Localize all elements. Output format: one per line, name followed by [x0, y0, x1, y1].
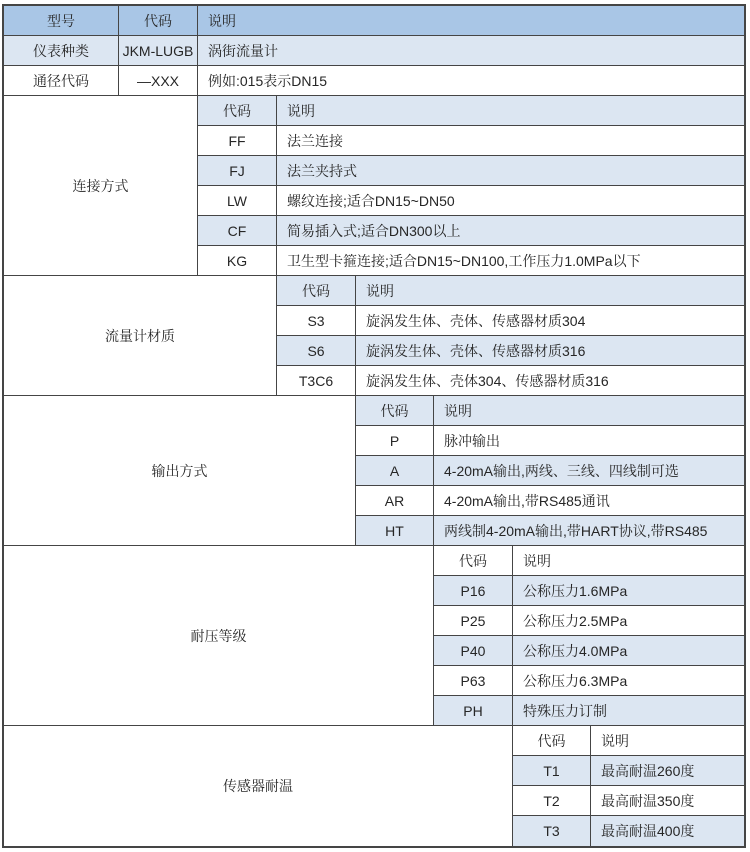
code-cell: HT — [356, 516, 434, 546]
code-cell: T2 — [513, 786, 591, 816]
sub-header-code: 代码 — [513, 726, 591, 756]
spec-table — [2, 4, 746, 848]
section-label-pressure: 耐压等级 — [4, 546, 434, 726]
code-cell: A — [356, 456, 434, 486]
code-cell: KG — [198, 246, 277, 276]
code-cell: JKM-LUGB — [119, 36, 198, 66]
desc-cell: 两线制4-20mA输出,带HART协议,带RS485 — [434, 516, 744, 546]
desc-cell: 4-20mA输出,两线、三线、四线制可选 — [434, 456, 744, 486]
desc-cell: 公称压力4.0MPa — [513, 636, 744, 666]
code-cell: LW — [198, 186, 277, 216]
code-cell: FF — [198, 126, 277, 156]
desc-cell: 简易插入式;适合DN300以上 — [277, 216, 744, 246]
desc-cell: 涡街流量计 — [198, 36, 744, 66]
desc-cell: 脉冲输出 — [434, 426, 744, 456]
section-label-material: 流量计材质 — [4, 276, 277, 396]
code-cell: CF — [198, 216, 277, 246]
code-cell: —XXX — [119, 66, 198, 96]
sub-header-code: 代码 — [198, 96, 277, 126]
code-cell: AR — [356, 486, 434, 516]
desc-cell: 最高耐温260度 — [591, 756, 744, 786]
row-label-instrument-type: 仪表种类 — [4, 36, 119, 66]
section-label-connection: 连接方式 — [4, 96, 198, 276]
code-cell: P63 — [434, 666, 513, 696]
desc-cell: 螺纹连接;适合DN15~DN50 — [277, 186, 744, 216]
code-cell: T1 — [513, 756, 591, 786]
row-label-diameter-code: 通径代码 — [4, 66, 119, 96]
section-label-output: 输出方式 — [4, 396, 356, 546]
header-cell-model: 型号 — [4, 6, 119, 36]
code-cell: T3 — [513, 816, 591, 846]
desc-cell: 公称压力2.5MPa — [513, 606, 744, 636]
code-cell: S6 — [277, 336, 356, 366]
desc-cell: 最高耐温400度 — [591, 816, 744, 846]
desc-cell: 旋涡发生体、壳体304、传感器材质316 — [356, 366, 744, 396]
code-cell: P40 — [434, 636, 513, 666]
header-cell-desc: 说明 — [198, 6, 744, 36]
sub-header-code: 代码 — [277, 276, 356, 306]
code-cell: P — [356, 426, 434, 456]
code-cell: S3 — [277, 306, 356, 336]
section-label-temperature: 传感器耐温 — [4, 726, 513, 846]
desc-cell: 旋涡发生体、壳体、传感器材质304 — [356, 306, 744, 336]
sub-header-desc: 说明 — [513, 546, 744, 576]
sub-header-desc: 说明 — [434, 396, 744, 426]
desc-cell: 例如:015表示DN15 — [198, 66, 744, 96]
desc-cell: 卫生型卡箍连接;适合DN15~DN100,工作压力1.0MPa以下 — [277, 246, 744, 276]
sub-header-desc: 说明 — [277, 96, 744, 126]
desc-cell: 特殊压力订制 — [513, 696, 744, 726]
sub-header-code: 代码 — [356, 396, 434, 426]
desc-cell: 公称压力6.3MPa — [513, 666, 744, 696]
code-cell: P25 — [434, 606, 513, 636]
code-cell: PH — [434, 696, 513, 726]
code-cell: FJ — [198, 156, 277, 186]
desc-cell: 法兰连接 — [277, 126, 744, 156]
sub-header-desc: 说明 — [591, 726, 744, 756]
desc-cell: 旋涡发生体、壳体、传感器材质316 — [356, 336, 744, 366]
code-cell: P16 — [434, 576, 513, 606]
desc-cell: 法兰夹持式 — [277, 156, 744, 186]
sub-header-code: 代码 — [434, 546, 513, 576]
desc-cell: 公称压力1.6MPa — [513, 576, 744, 606]
sub-header-desc: 说明 — [356, 276, 744, 306]
code-cell: T3C6 — [277, 366, 356, 396]
desc-cell: 最高耐温350度 — [591, 786, 744, 816]
desc-cell: 4-20mA输出,带RS485通讯 — [434, 486, 744, 516]
header-cell-code: 代码 — [119, 6, 198, 36]
